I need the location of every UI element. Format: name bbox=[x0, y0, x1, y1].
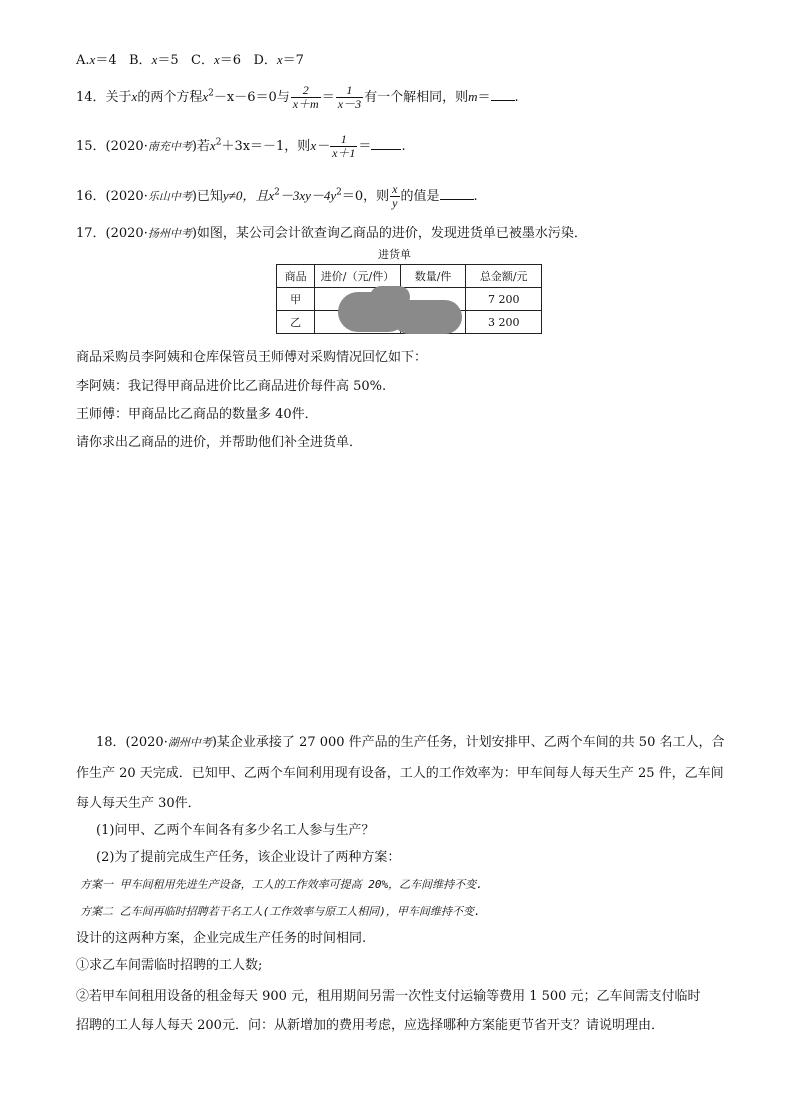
question-16: 16．(2020·乐山中考)已知y≠0，且$x^2-3xy-4y^2=0$，则 $\frac{x}{y}$ 的值是 . bbox=[76, 182, 478, 210]
q18-line: 招聘的工人每人每天 200元．问：从新增加的费用考虑，应选择哪种方案能更节省开支？请说明理由． bbox=[76, 1018, 664, 1033]
q18-line: 设计的这两种方案，企业完成生产任务的时间相同. bbox=[76, 931, 367, 946]
table-header: 进价/（元/件） bbox=[315, 265, 400, 288]
question-17: 17．(2020·扬州中考)如图，某公司会计欲查询乙商品的进价，发现进货单已被墨水污染． bbox=[76, 226, 587, 241]
fraction: $\frac{x}{y}$ bbox=[392, 182, 398, 210]
table-header: 数量/件 bbox=[400, 265, 466, 288]
q18-part-1: (1)问甲、乙两个车间各有多少名工人参与生产？ bbox=[96, 823, 375, 838]
fraction: $\frac{2}{x+m}$ bbox=[292, 83, 319, 111]
question-15: 15．(2020·南充中考)若$x^2+3x=-1$，则x－ $\frac{1}{x+1}$ ＝ . bbox=[76, 132, 406, 160]
table-cell: 乙 bbox=[277, 311, 315, 334]
question-14: 14．关于x的两个方程$x^2-x-6=0$与 $\frac{2}{x+m}$ ＝ $\frac{1}{x-3}$ 有一个解相同，则m＝ . bbox=[76, 83, 519, 111]
q18-line: 作生产 20 天完成．已知甲、乙两个车间利用现有设备，工人的工作效率为：甲车间每人每天生产 25 件，乙车间 bbox=[76, 766, 724, 781]
q18-line: 每人每天生产 30件． bbox=[76, 796, 201, 811]
q18-subpart-1: ①求乙车间需临时招聘的工人数; bbox=[76, 958, 263, 973]
q18-part-2: (2)为了提前完成生产任务，该企业设计了两种方案： bbox=[96, 850, 401, 865]
table-cell: 7 200 bbox=[466, 288, 542, 311]
q13-options: A.x＝4 B．x＝5 C．x＝6 D．x＝7 bbox=[76, 52, 304, 68]
table-caption: 进货单 bbox=[378, 248, 411, 261]
q17-text-line: 李阿姨：我记得甲商品进价比乙商品进价每件高 50%. bbox=[76, 379, 387, 394]
answer-blank[interactable] bbox=[491, 88, 515, 101]
table-cell: 甲 bbox=[277, 288, 315, 311]
q18-plan-2: 方案二 乙车间再临时招聘若干名工人(工作效率与原工人相同)，甲车间维持不变. bbox=[80, 905, 481, 918]
table-header: 总金额/元 bbox=[466, 265, 542, 288]
answer-blank[interactable] bbox=[440, 187, 474, 200]
fraction: $\frac{1}{x+1}$ bbox=[332, 132, 356, 160]
q18-subpart-2: ②若甲车间租用设备的租金每天 900 元，租用期间另需一次性支付运输等费用 1 500 元；乙车间需支付临时 bbox=[76, 989, 701, 1004]
q17-text-line: 请你求出乙商品的进价，并帮助他们补全进货单． bbox=[76, 435, 363, 450]
table-header-row bbox=[277, 265, 542, 288]
answer-blank[interactable] bbox=[371, 137, 401, 150]
fraction: $\frac{1}{x-3}$ bbox=[337, 83, 362, 111]
q18-plan-1: 方案一 甲车间租用先进生产设备，工人的工作效率可提高 20%，乙车间维持不变. bbox=[80, 878, 483, 891]
table-header: 商品 bbox=[277, 265, 315, 288]
table-cell: 3 200 bbox=[466, 311, 542, 334]
q17-text-line: 商品采购员李阿姨和仓库保管员王师傅对采购情况回忆如下： bbox=[76, 350, 428, 365]
q17-text-line: 王师傅：甲商品比乙商品的数量多 40件． bbox=[76, 407, 318, 422]
question-18: 18．(2020·湖州中考)某企业承接了 27 000 件产品的生产任务，计划安排甲、乙两个车间的共 50 名工人，合 bbox=[96, 735, 725, 750]
